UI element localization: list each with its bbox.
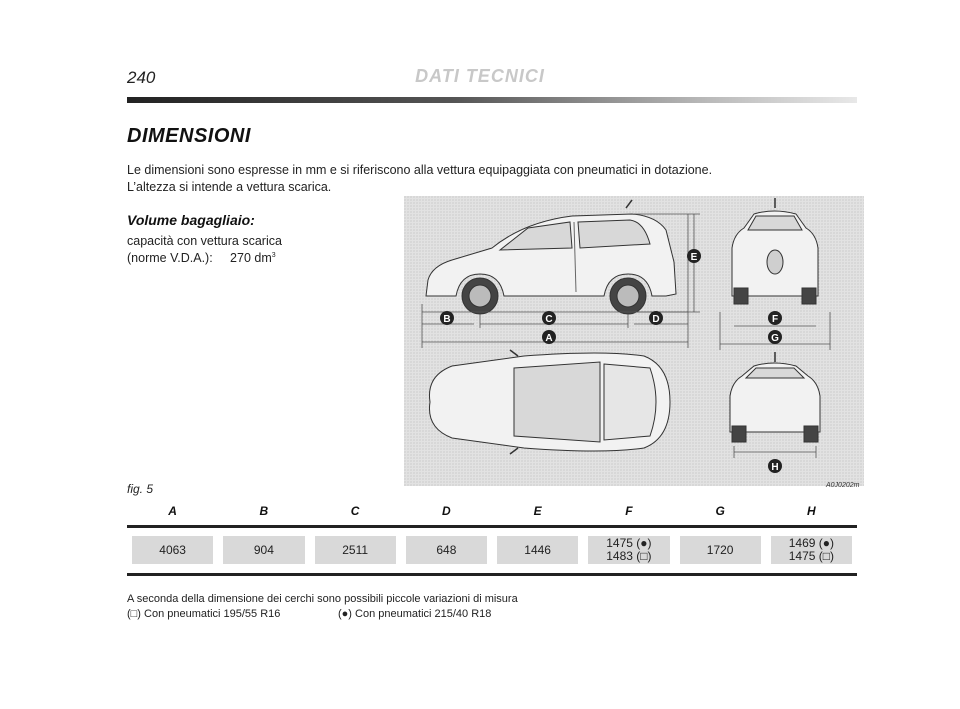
car-top-view <box>429 350 670 454</box>
table-cell-b <box>223 536 304 564</box>
table-header-g: G <box>715 504 725 518</box>
cell-value: 1483 (□) <box>606 549 652 563</box>
table-cell-a <box>132 536 213 564</box>
table-bottom-rule <box>127 573 857 576</box>
section-title: DIMENSIONI <box>127 125 251 147</box>
svg-text:F: F <box>771 314 779 325</box>
intro-line-2: L’altezza si intende a vettura scarica. <box>127 180 332 194</box>
cell-value: 2511 <box>342 542 369 557</box>
table-cell-e <box>497 536 578 564</box>
table-header-e: E <box>533 504 542 518</box>
svg-text:C: C <box>545 314 553 325</box>
header-rule <box>127 97 857 103</box>
table-header-row <box>127 504 857 522</box>
svg-text:G: G <box>771 333 779 344</box>
cell-value: 4063 <box>159 542 186 557</box>
svg-text:D: D <box>652 314 660 325</box>
dimension-marker-g <box>768 330 782 344</box>
dimension-marker-c <box>542 311 556 325</box>
intro-text <box>127 162 712 196</box>
table-header-h: H <box>807 504 816 518</box>
table-header-d: D <box>442 504 451 518</box>
footnote-tyre-18: (●) Con pneumatici 215/40 R18 <box>338 608 492 620</box>
page-number: 240 <box>127 68 156 87</box>
dimension-marker-b <box>440 311 454 325</box>
table-row <box>127 528 857 570</box>
dimension-marker-h <box>768 459 782 473</box>
luggage-title: Volume bagagliaio: <box>127 212 255 228</box>
table-header-f: F <box>625 504 633 518</box>
cell-value: 1475 (●) <box>606 536 652 550</box>
cell-value: 1475 (□) <box>788 549 835 563</box>
car-dimension-figure <box>404 196 864 486</box>
cell-value: 648 <box>436 542 457 557</box>
dimension-marker-f <box>768 311 782 325</box>
cell-value: 904 <box>253 542 274 557</box>
svg-text:E: E <box>690 252 698 263</box>
table-header-c: C <box>350 504 360 518</box>
table-cell-d <box>406 536 487 564</box>
figure-label: fig. 5 <box>127 482 154 496</box>
svg-text:B: B <box>443 314 451 325</box>
table-header-b: B <box>259 504 269 518</box>
luggage-line-1: capacità con vettura scarica <box>127 234 282 248</box>
svg-text:A: A <box>545 333 553 344</box>
luggage-unit-exponent: 3 <box>271 251 276 259</box>
table-cell-g <box>680 536 761 564</box>
cell-value: 1720 <box>706 542 734 557</box>
figure-code: A0J0202m <box>826 482 860 489</box>
dimension-marker-d <box>649 311 663 325</box>
table-cell-h <box>771 536 852 564</box>
dimension-marker-e <box>687 249 701 263</box>
intro-line-1: Le dimensioni sono espresse in mm e si riferiscono alla vettura equipaggiata con pneumatici in dotazione. <box>127 163 713 177</box>
svg-text:H: H <box>771 462 779 473</box>
luggage-capacity: (norme V.D.A.): 270 dm <box>127 251 272 265</box>
cell-value: 1469 (●) <box>788 536 835 550</box>
table-cell-c <box>315 536 396 564</box>
dimensions-table <box>127 504 857 576</box>
cell-value: 1446 <box>524 542 551 557</box>
luggage-line-2 <box>127 251 276 265</box>
dimension-marker-a <box>542 330 556 344</box>
footnote-variation: A seconda della dimensione dei cerchi sono possibili piccole variazioni di misura <box>127 593 518 605</box>
chapter-title: DATI TECNICI <box>415 66 545 86</box>
table-cell-f <box>588 536 669 564</box>
table-header-a: A <box>168 504 177 518</box>
footnote-tyre-16: (□) Con pneumatici 195/55 R16 <box>127 608 281 620</box>
